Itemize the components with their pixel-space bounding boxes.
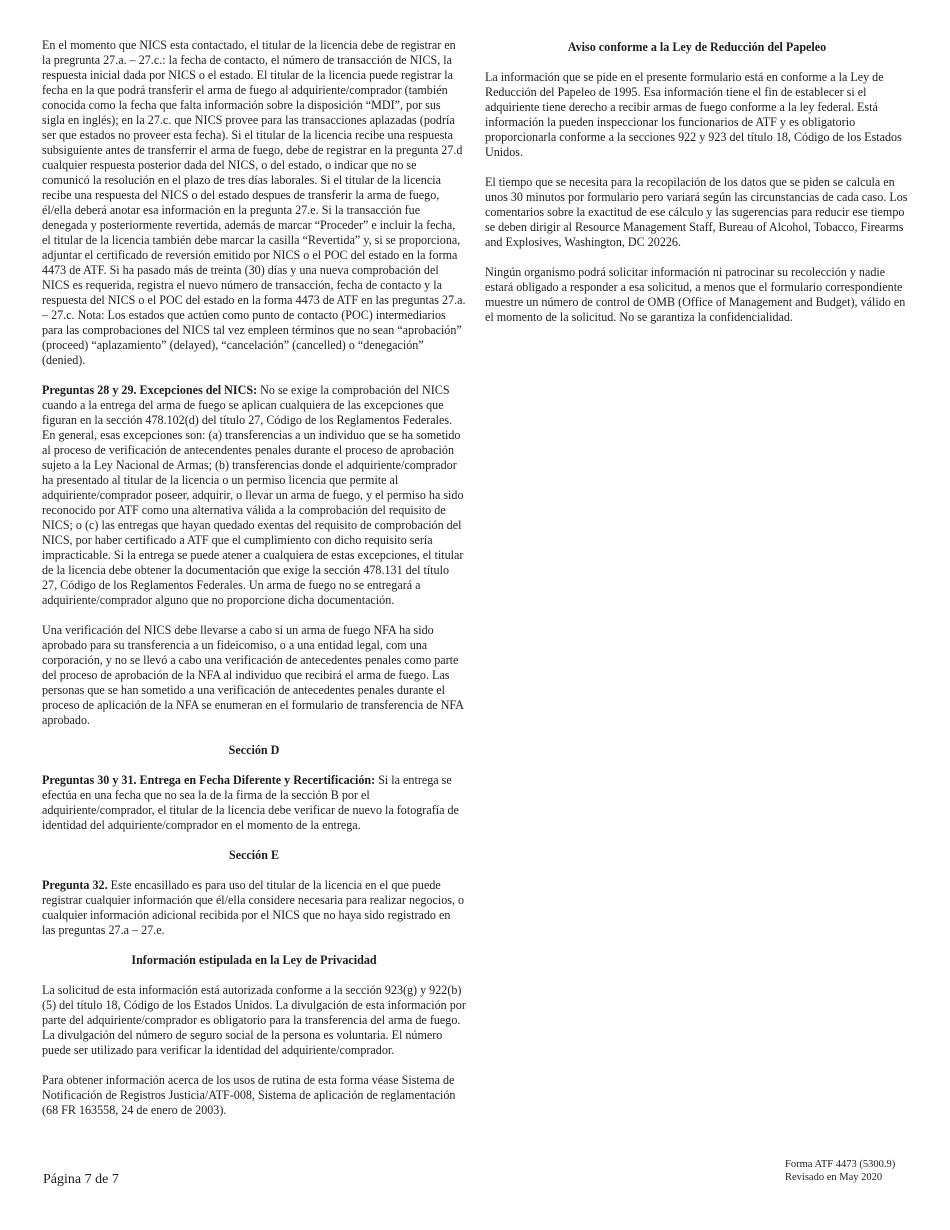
question-32-label: Pregunta 32. xyxy=(42,878,108,892)
nics-exceptions-paragraph xyxy=(42,383,466,608)
form-identifier xyxy=(785,1158,895,1184)
delivery-recertification-label: Preguntas 30 y 31. Entrega en Fecha Diferente y Recertificación: xyxy=(42,773,376,787)
nics-exceptions-text: No se exige la comprobación del NICS cuando a la entrega del arma de fuego se aplican cualquiera de las excepciones que figuran en la sección 478.102(d) del título 27, Código de los Reglamentos Federales. En general, esas excepciones son: (a) transferencias a un individuo que se ha sometido al proceso de verificación de antecendentes penales durante el proceso de aprobación sujeto a la Ley Nacional de Armas; (b) transferencias donde el adquiriente/comprador ha presentado al titular de la licencia o un permiso licencia que permite al adquiriente/comprador poseer, adquirir, o llevar un arma de fuego, y el permiso ha sido reconocido por ATF como una alternativa válida a la comprobación del requisito de NICS; o (c) las entregas que hayan quedado exentas del requisito de comprobación del NICS, por haber certificado a ATF que el cumplimiento con dicho requisito sería impracticable. Si la entrega se puede atener a cualquiera de estas excepciones, el titular de la licencia debe obtener la documentación que exige la sección 478.131 del título 27, Código de los Reglamentos Federales. Un arma de fuego no se entregará a adquiriente/comprador alguno que no proporcione dicha documentación. xyxy=(42,383,464,607)
section-e-heading: Sección E xyxy=(228,848,280,862)
privacy-act-heading: Información estipulada en la Ley de Privacidad xyxy=(131,953,377,967)
nics-exceptions-label: Preguntas 28 y 29. Excepciones del NICS: xyxy=(42,383,258,397)
page-number: Página 7 de 7 xyxy=(43,1172,119,1187)
routine-uses-paragraph: Para obtener información acerca de los usos de rutina de esta forma véase Sistema de Notificación de Registros Justicia/ATF-008, Sistema de aplicación de reglamentación (68 FR 163558, 24 de enero de 2003). xyxy=(42,1073,456,1117)
form-number: Forma ATF 4473 (5300.9) xyxy=(785,1159,896,1170)
question-32-text: Este encasillado es para uso del titular de la licencia en el que puede registrar cualquier información que él/ella considere necesaria para realizar negocios, o cualquier información adicional recibida por el NICS que no haya sido registrado en las preguntas 27.a – 27.e. xyxy=(42,878,465,937)
delivery-recertification-paragraph xyxy=(42,773,466,833)
nfa-verification-paragraph: Una verificación del NICS debe llevarse a cabo si un arma de fuego NFA ha sido aprobado para su transferencia a un fideicomiso, o a una entidad legal, com una corporación, y no se llevó a cabo una verificación de antecedentes penales como parte del proceso de aprobación de la NFA al individuo que recibirá el arma de fuego. Las personas que se han sometido a una verificación de antecedentes penales durante el proceso de aplicación de la NFA se enumeran en el formulario de transferencia de NFA aprobado. xyxy=(42,623,464,727)
privacy-authorization-paragraph: La solicitud de esta información está autorizada conforme a la sección 923(g) y 922(b)(5) del título 18, Código de los Estados Unidos. La divulgación de esta información por parte del adquiriente/comprador es obligatorio para la transferencia del arma de fuego. La divulgación del número de seguro social de la persona es voluntaria. El número puede ser utilizado para verificar la identidad del adquiriente/comprador. xyxy=(42,983,466,1057)
right-column xyxy=(485,38,909,340)
paperwork-purpose-paragraph: La información que se pide en el presente formulario está en conforme a la Ley de Reducción del Papeleo de 1995. Esa información tiene el fin de establecer si el adquiriente tiene derecho a recibir armas de fuego conforme a la ley federal. Está información la pueden inspeccionar los funcionarios de ATF y es obligatorio proporcionarla conforme a la secciones 922 y 923 del título 18, Código de los Estados Unidos. xyxy=(485,70,902,159)
question-32-paragraph xyxy=(42,878,466,938)
revision-date: Revisado en May 2020 xyxy=(785,1172,883,1183)
delivery-recertification-text: Si la entrega se efectúa en una fecha que no sea la de la firma de la sección B por el adquiriente/comprador, el titular de la licencia debe verificar de nuevo la fotografía de identidad del adquiriente/comprador en el momento de la entrega. xyxy=(42,773,459,832)
section-d-heading: Sección D xyxy=(228,743,280,757)
paperwork-omb-paragraph: Ningún organismo podrá solicitar información ni patrocinar su recolección y nadie estará obligado a responder a esa solicitud, a menos que el formulario correspondiente muestre un número de control de OMB (Office of Management and Budget), válido en el momento de la solicitud. No se garantiza la confidencialidad. xyxy=(485,265,906,324)
paperwork-reduction-heading: Aviso conforme a la Ley de Reducción del Papeleo xyxy=(567,40,827,54)
left-column xyxy=(42,38,466,1133)
paperwork-burden-paragraph: El tiempo que se necesita para la recopilación de los datos que se piden se calcula en unos 30 minutos por formulario pero variará según las circunstancias de cada caso. Los comentarios sobre la exactitud de ese cálculo y las sugerencias para reducir ese tiempo se deben dirigir al Resource Management Staff, Bureau of Alcohol, Tobacco, Firearms and Explosives, Washington, DC 20226. xyxy=(485,175,908,249)
nics-contact-paragraph: En el momento que NICS esta contactado, el titular de la licencia debe de registrar en la pregrunta 27.a. – 27.c.: la fecha de contacto, el número de transacción de NICS, la respuesta inicial dada por NICS o el estado. El titular de la licencia puede registrar la fecha en la que podrá transferir el arma de fuego al adquiriente/comprador (también conocida como la fecha que falta información sobre la disposición “MDI”, por sus sigla en inglés); en la 27.c. que NICS provee para las transacciones aplazadas (podría ser que estados no proveer esta fecha). Si el titular de la licencia recibe una respuesta subsiguiente antes de transferrir el arma de fuego, debe de registrar en la pregunta 27.d cualquier respuesta posterior dada del NICS, o del estado, o indicar que no se comunicó la resolución en el plazo de tres días laborales. Si el titular de la licencia recibe una respuesta del NICS o del estado despues de transferir la arma de fuego, él/ella deberá anotar esa información en la pregunta 27.e. Si la transacción fue denegada y posteriormente revertida, además de marcar “Proceder” e incluir la fecha, el titular de la licencia también debe marcar la casilla “Revertida” y, si se proporciona, adjuntar el certificado de reversión emitido por NICS o el POC del estado en la forma 4473 de ATF. Si ha pasado más de treinta (30) días y una nueva comprobación del NICS es requerida, registra el nuevo número de transacción, fecha de contacto y la respuesta del NICS o el POC del estado en la forma 4473 de ATF en las preguntas 27.a. – 27.c. Nota: Los estados que actúen como punto de contacto (POC) intermediarios para las comprobaciones del NICS tal vez empleen términos que no sean “aprobación” (proceed) “aplazamiento” (delayed), “cancelación” (cancelled) o “denegación” (denied). xyxy=(42,38,466,367)
